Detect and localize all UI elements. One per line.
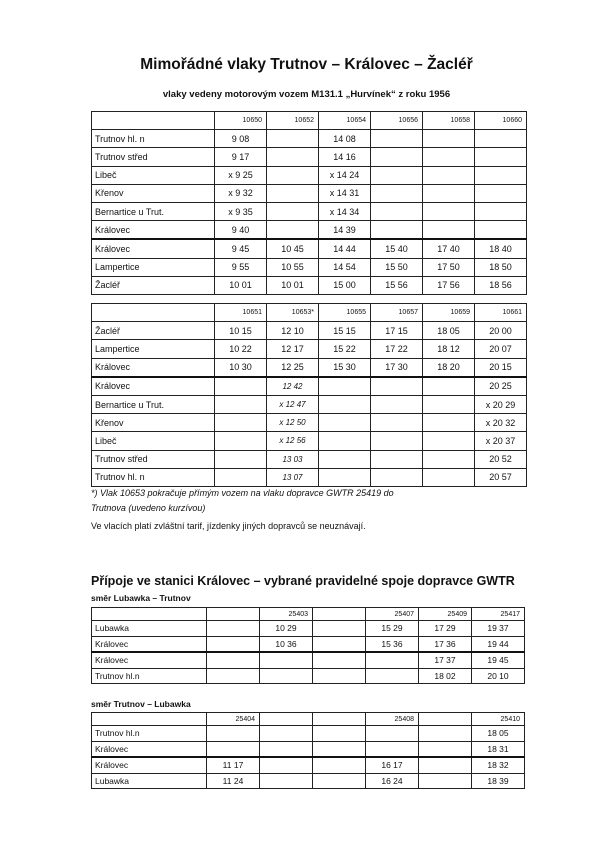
table-row <box>92 726 525 742</box>
departure-time: 18 50 <box>475 258 527 276</box>
departure-time <box>215 414 267 432</box>
station-name: Trutnov hl. n <box>92 130 215 148</box>
tariff-notice: Ve vlacích platí zvláštní tarif, jízdenky jiných dopravců se neuznávají. <box>91 521 366 531</box>
train-number: 25409 <box>419 608 472 621</box>
departure-time <box>371 130 423 148</box>
table-row <box>92 652 525 668</box>
departure-time <box>267 148 319 166</box>
departure-time: 10 01 <box>267 276 319 294</box>
departure-time <box>260 773 313 789</box>
departure-time: x 20 32 <box>475 414 527 432</box>
departure-time <box>423 468 475 486</box>
timetable-trutnov-zacler <box>91 111 527 295</box>
departure-time <box>267 202 319 220</box>
departure-time: x 9 25 <box>215 166 267 184</box>
departure-time: 15 56 <box>371 276 423 294</box>
departure-time <box>419 773 472 789</box>
departure-time: 18 12 <box>423 340 475 358</box>
departure-time: 14 44 <box>319 239 371 258</box>
departure-time: 10 55 <box>267 258 319 276</box>
departure-time <box>215 450 267 468</box>
direction-label-trutnov-lubawka: směr Trutnov – Lubawka <box>91 699 191 709</box>
departure-time <box>267 130 319 148</box>
train-number: 25408 <box>366 713 419 726</box>
departure-time <box>313 621 366 637</box>
departure-time <box>260 668 313 684</box>
departure-time <box>207 636 260 652</box>
departure-time: 16 17 <box>366 757 419 773</box>
departure-time: 10 01 <box>215 276 267 294</box>
timetable-lubawka-trutnov <box>91 607 525 684</box>
departure-time: 20 25 <box>475 377 527 396</box>
departure-time: 18 20 <box>423 358 475 377</box>
footnote-line-1: *) Vlak 10653 pokračuje přímým vozem na vlaku dopravce GWTR 25419 do <box>91 488 394 498</box>
departure-time: 20 00 <box>475 322 527 340</box>
table-row <box>92 450 527 468</box>
departure-time: 18 40 <box>475 239 527 258</box>
departure-time: 9 08 <box>215 130 267 148</box>
train-number: 10656 <box>371 112 423 130</box>
departure-time: 18 56 <box>475 276 527 294</box>
station-name: Královec <box>92 757 207 773</box>
station-name: Křenov <box>92 184 215 202</box>
station-name: Trutnov hl. n <box>92 468 215 486</box>
departure-time <box>419 726 472 742</box>
station-name: Lampertice <box>92 340 215 358</box>
train-number: 10659 <box>423 304 475 322</box>
departure-time: x 14 34 <box>319 202 371 220</box>
timetable-trutnov-lubawka <box>91 712 525 789</box>
train-number: 25407 <box>366 608 419 621</box>
table-row <box>92 258 527 276</box>
departure-time: 12 25 <box>267 358 319 377</box>
train-number: 10652 <box>267 112 319 130</box>
table-row <box>92 621 525 637</box>
train-number <box>260 713 313 726</box>
train-number: 10660 <box>475 112 527 130</box>
departure-time: x 20 29 <box>475 395 527 413</box>
station-name: Bernartice u Trut. <box>92 395 215 413</box>
table-row <box>92 668 525 684</box>
station-name: Libeč <box>92 432 215 450</box>
departure-time <box>371 395 423 413</box>
train-number: 25404 <box>207 713 260 726</box>
departure-time: 14 16 <box>319 148 371 166</box>
header-blank-cell <box>92 713 207 726</box>
departure-time <box>423 432 475 450</box>
departure-time: x 12 56 <box>267 432 319 450</box>
departure-time <box>371 414 423 432</box>
table-row <box>92 773 525 789</box>
train-number <box>313 713 366 726</box>
departure-time <box>215 432 267 450</box>
departure-time: 13 03 <box>267 450 319 468</box>
departure-time <box>475 166 527 184</box>
table-row <box>92 148 527 166</box>
departure-time: 19 45 <box>472 652 525 668</box>
departure-time: 12 42 <box>267 377 319 396</box>
departure-time <box>423 221 475 240</box>
departure-time: 15 29 <box>366 621 419 637</box>
station-name: Lubawka <box>92 773 207 789</box>
departure-time: 10 29 <box>260 621 313 637</box>
departure-time <box>313 652 366 668</box>
train-number: 10661 <box>475 304 527 322</box>
departure-time: 17 30 <box>371 358 423 377</box>
departure-time: 15 50 <box>371 258 423 276</box>
departure-time: 15 00 <box>319 276 371 294</box>
departure-time <box>423 395 475 413</box>
departure-time: 15 40 <box>371 239 423 258</box>
departure-time <box>215 377 267 396</box>
station-name: Žacléř <box>92 276 215 294</box>
header-blank-cell <box>92 608 207 621</box>
header-blank-cell <box>92 304 215 322</box>
departure-time: 13 07 <box>267 468 319 486</box>
table-row <box>92 395 527 413</box>
train-number: 10650 <box>215 112 267 130</box>
departure-time <box>207 726 260 742</box>
departure-time: 17 29 <box>419 621 472 637</box>
table-row <box>92 432 527 450</box>
departure-time: 9 55 <box>215 258 267 276</box>
departure-time: 16 24 <box>366 773 419 789</box>
departure-time: 20 52 <box>475 450 527 468</box>
station-name: Bernartice u Trut. <box>92 202 215 220</box>
departure-time: 14 08 <box>319 130 371 148</box>
departure-time: 20 57 <box>475 468 527 486</box>
departure-time: 14 39 <box>319 221 371 240</box>
train-number-row <box>92 713 525 726</box>
train-number-row <box>92 112 527 130</box>
train-number-row <box>92 304 527 322</box>
header-blank-cell <box>92 112 215 130</box>
departure-time: 17 56 <box>423 276 475 294</box>
departure-time: 17 50 <box>423 258 475 276</box>
table-row <box>92 414 527 432</box>
departure-time <box>366 741 419 757</box>
table-row <box>92 322 527 340</box>
departure-time: 17 36 <box>419 636 472 652</box>
departure-time <box>319 450 371 468</box>
departure-time <box>423 377 475 396</box>
departure-time: 10 30 <box>215 358 267 377</box>
departure-time <box>371 450 423 468</box>
page-subtitle: vlaky vedeny motorovým vozem M131.1 „Hurvínek“ z roku 1956 <box>162 89 451 100</box>
departure-time: 9 40 <box>215 221 267 240</box>
departure-time <box>207 652 260 668</box>
departure-time: 10 22 <box>215 340 267 358</box>
departure-time: 19 44 <box>472 636 525 652</box>
departure-time <box>319 395 371 413</box>
departure-time: 18 31 <box>472 741 525 757</box>
departure-time: 10 36 <box>260 636 313 652</box>
departure-time <box>260 741 313 757</box>
table-row <box>92 221 527 240</box>
departure-time: 17 22 <box>371 340 423 358</box>
station-name: Královec <box>92 221 215 240</box>
departure-time: 11 17 <box>207 757 260 773</box>
departure-time: 15 30 <box>319 358 371 377</box>
train-number: 10657 <box>371 304 423 322</box>
train-number: 10655 <box>319 304 371 322</box>
departure-time <box>423 148 475 166</box>
departure-time: 20 15 <box>475 358 527 377</box>
table-row <box>92 130 527 148</box>
departure-time <box>475 221 527 240</box>
station-name: Královec <box>92 652 207 668</box>
departure-time <box>423 184 475 202</box>
departure-time <box>475 148 527 166</box>
departure-time <box>319 414 371 432</box>
departure-time: 18 05 <box>423 322 475 340</box>
table-row <box>92 741 525 757</box>
train-number <box>419 713 472 726</box>
departure-time: x 14 24 <box>319 166 371 184</box>
departure-time: x 12 47 <box>267 395 319 413</box>
departure-time: 14 54 <box>319 258 371 276</box>
departure-time <box>371 184 423 202</box>
table-row <box>92 636 525 652</box>
station-name: Královec <box>92 239 215 258</box>
table-row <box>92 358 527 377</box>
departure-time <box>423 414 475 432</box>
departure-time: 11 24 <box>207 773 260 789</box>
station-name: Královec <box>92 358 215 377</box>
departure-time: 17 40 <box>423 239 475 258</box>
departure-time: 20 07 <box>475 340 527 358</box>
train-number: 10653* <box>267 304 319 322</box>
departure-time <box>371 166 423 184</box>
station-name: Křenov <box>92 414 215 432</box>
departure-time <box>313 726 366 742</box>
departure-time: 18 05 <box>472 726 525 742</box>
departure-time <box>260 652 313 668</box>
departure-time <box>366 668 419 684</box>
footnote-line-2: Trutnova (uvedeno kurzívou) <box>91 503 206 513</box>
departure-time <box>319 377 371 396</box>
table-row <box>92 468 527 486</box>
departure-time: x 14 31 <box>319 184 371 202</box>
train-number: 10658 <box>423 112 475 130</box>
departure-time: 10 15 <box>215 322 267 340</box>
station-name: Královec <box>92 377 215 396</box>
departure-time <box>207 741 260 757</box>
train-number <box>207 608 260 621</box>
train-number: 10651 <box>215 304 267 322</box>
departure-time <box>423 202 475 220</box>
departure-time <box>313 741 366 757</box>
departure-time <box>313 636 366 652</box>
departure-time: x 9 35 <box>215 202 267 220</box>
timetable-zacler-trutnov <box>91 303 527 487</box>
departure-time: 17 15 <box>371 322 423 340</box>
departure-time: 17 37 <box>419 652 472 668</box>
departure-time <box>371 468 423 486</box>
station-name: Žacléř <box>92 322 215 340</box>
departure-time <box>267 184 319 202</box>
departure-time <box>313 757 366 773</box>
departure-time: 12 10 <box>267 322 319 340</box>
footnote <box>91 486 531 516</box>
departure-time <box>319 468 371 486</box>
station-name: Trutnov hl.n <box>92 726 207 742</box>
departure-time <box>371 202 423 220</box>
departure-time <box>366 652 419 668</box>
departure-time: 19 37 <box>472 621 525 637</box>
train-number: 25410 <box>472 713 525 726</box>
departure-time <box>207 668 260 684</box>
departure-time: 10 45 <box>267 239 319 258</box>
departure-time <box>313 668 366 684</box>
departure-time: 18 02 <box>419 668 472 684</box>
table-row <box>92 184 527 202</box>
departure-time: 15 36 <box>366 636 419 652</box>
departure-time: 20 10 <box>472 668 525 684</box>
train-number: 25417 <box>472 608 525 621</box>
departure-time <box>267 166 319 184</box>
train-number: 25403 <box>260 608 313 621</box>
departure-time <box>319 432 371 450</box>
departure-time <box>423 130 475 148</box>
departure-time <box>366 726 419 742</box>
departure-time <box>313 773 366 789</box>
departure-time <box>475 184 527 202</box>
departure-time <box>260 757 313 773</box>
table-row <box>92 276 527 294</box>
departure-time: 12 17 <box>267 340 319 358</box>
section-title-connections: Přípoje ve stanici Královec – vybrané pravidelné spoje dopravce GWTR <box>91 574 515 588</box>
departure-time <box>475 130 527 148</box>
departure-time: x 9 32 <box>215 184 267 202</box>
departure-time: 15 22 <box>319 340 371 358</box>
station-name: Libeč <box>92 166 215 184</box>
table-row <box>92 239 527 258</box>
departure-time: x 20 37 <box>475 432 527 450</box>
departure-time: 18 32 <box>472 757 525 773</box>
departure-time: 15 15 <box>319 322 371 340</box>
station-name: Lubawka <box>92 621 207 637</box>
train-number: 10654 <box>319 112 371 130</box>
departure-time <box>371 221 423 240</box>
departure-time <box>215 468 267 486</box>
departure-time <box>371 377 423 396</box>
departure-time <box>423 450 475 468</box>
table-row <box>92 757 525 773</box>
departure-time <box>371 148 423 166</box>
page-title: Mimořádné vlaky Trutnov – Královec – Žacléř <box>140 56 473 73</box>
departure-time: 9 45 <box>215 239 267 258</box>
station-name: Trutnov střed <box>92 148 215 166</box>
departure-time: 9 17 <box>215 148 267 166</box>
departure-time: 18 39 <box>472 773 525 789</box>
departure-time <box>419 741 472 757</box>
direction-label-lubawka-trutnov: směr Lubawka – Trutnov <box>91 593 191 603</box>
table-row <box>92 166 527 184</box>
departure-time <box>419 757 472 773</box>
station-name: Královec <box>92 741 207 757</box>
train-number-row <box>92 608 525 621</box>
station-name: Královec <box>92 636 207 652</box>
station-name: Trutnov hl.n <box>92 668 207 684</box>
table-row <box>92 202 527 220</box>
departure-time: x 12 50 <box>267 414 319 432</box>
departure-time <box>207 621 260 637</box>
train-number <box>313 608 366 621</box>
departure-time <box>267 221 319 240</box>
table-row <box>92 340 527 358</box>
departure-time <box>260 726 313 742</box>
departure-time <box>215 395 267 413</box>
departure-time <box>475 202 527 220</box>
station-name: Lampertice <box>92 258 215 276</box>
departure-time <box>423 166 475 184</box>
departure-time <box>371 432 423 450</box>
table-row <box>92 377 527 396</box>
station-name: Trutnov střed <box>92 450 215 468</box>
